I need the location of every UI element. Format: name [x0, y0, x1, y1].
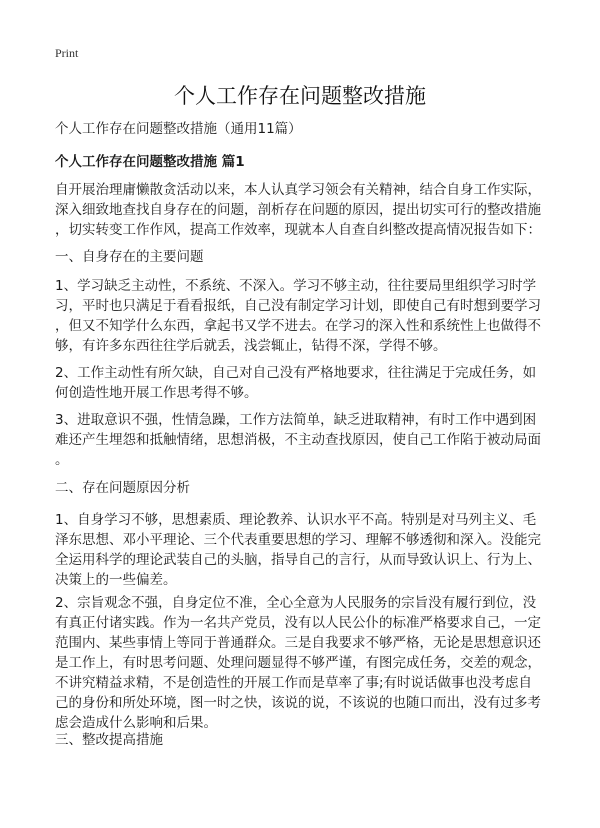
- paragraph-line: 习，平时也只满足于看看报纸，自己没有制定学习计划，即使自己有时想到要学习: [55, 298, 541, 314]
- paragraph-line: 范围内、某些事情上等同于普通群众。三是自我要求不够严格，无论是思想意识还: [55, 635, 541, 651]
- intro-paragraph: [55, 180, 541, 240]
- paragraph-line: 难还产生埋怨和抵触情绪，思想消极，不主动查找原因，使自己工作陷于被动局面: [55, 432, 541, 448]
- paragraph-s1-3: [55, 410, 541, 470]
- paragraph-line: 自开展治理庸懒散贪活动以来，本人认真学习领会有关精神，结合自身工作实际，: [55, 182, 541, 198]
- section-heading-3: 三、整改提高措施: [55, 732, 163, 748]
- paragraph-line: 2、工作主动性有所欠缺，自己对自己没有严格地要求，往往满足于完成任务，如: [55, 365, 537, 381]
- paragraph-line: 1、学习缺乏主动性，不系统、不深入。学习不够主动，往往要局里组织学习时学: [55, 278, 537, 294]
- paragraph-line: 1、自身学习不够，思想素质、理论教养、认识水平不高。特别是对马列主义、毛: [55, 512, 537, 528]
- subtitle: 个人工作存在问题整改措施（通用11篇）: [55, 121, 302, 137]
- paragraph-line: 虑会造成什么影响和后果。: [55, 715, 217, 731]
- paragraph-line: 决策上的一些偏差。: [55, 572, 177, 588]
- paragraph-line: 3、进取意识不强，性情急躁，工作方法简单，缺乏进取精神，有时工作中遇到困: [55, 412, 537, 428]
- paragraph-line: ，但又不知学什么东西，拿起书又学不进去。在学习的深入性和系统性上也做得不: [55, 318, 541, 334]
- section-heading-2: 二、存在问题原因分析: [55, 480, 190, 496]
- paragraph-line: 全运用科学的理论武装自己的头脑，指导自己的言行，从而导致认识上、行为上、: [55, 552, 541, 568]
- paragraph-line: ，切实转变工作作风，提高工作效率，现就本人自查自纠整改提高情况报告如下：: [55, 222, 541, 238]
- print-label: Print: [55, 46, 79, 60]
- page-title: 个人工作存在问题整改措施: [174, 84, 426, 108]
- paragraph-line: 己的身份和所处环境，图一时之快，该说的说，不该说的也随口而出，没有过多考: [55, 695, 541, 711]
- paragraph-line: 不讲究精益求精，不是创造性的开展工作而是草率了事;有时说话做事也没考虑自: [55, 675, 533, 691]
- paragraph-line: 是工作上，有时思考问题、处理问题显得不够严谨，有图完成任务，交差的观念，: [55, 655, 541, 671]
- paragraph-line: 泽东思想、邓小平理论、三个代表重要思想的学习、理解不够透彻和深入。没能完: [55, 532, 541, 548]
- paragraph-line: 有真正付诸实践。作为一名共产党员，没有以人民公仆的标准严格要求自己，一定: [55, 615, 541, 631]
- paragraph-s2-2: [55, 593, 541, 733]
- paragraph-line: 够，有许多东西往往学后就丢，浅尝辄止，钻得不深，学得不够。: [55, 338, 447, 354]
- paragraph-s1-2: [55, 363, 536, 403]
- paragraph-line: 深入细致地查找自身存在的问题，剖析存在问题的原因，提出切实可行的整改措施: [55, 202, 541, 218]
- paragraph-line: 。: [55, 452, 69, 468]
- paragraph-s2-1: [55, 510, 541, 590]
- section-heading-1: 一、自身存在的主要问题: [55, 249, 204, 265]
- paragraph-line: 何创造性地开展工作思考得不够。: [55, 385, 258, 401]
- paragraph-line: 2、宗旨观念不强，自身定位不准，全心全意为人民服务的宗旨没有履行到位，没: [55, 595, 537, 611]
- article-heading: 个人工作存在问题整改措施 篇1: [55, 154, 245, 170]
- paragraph-s1-1: [55, 276, 541, 356]
